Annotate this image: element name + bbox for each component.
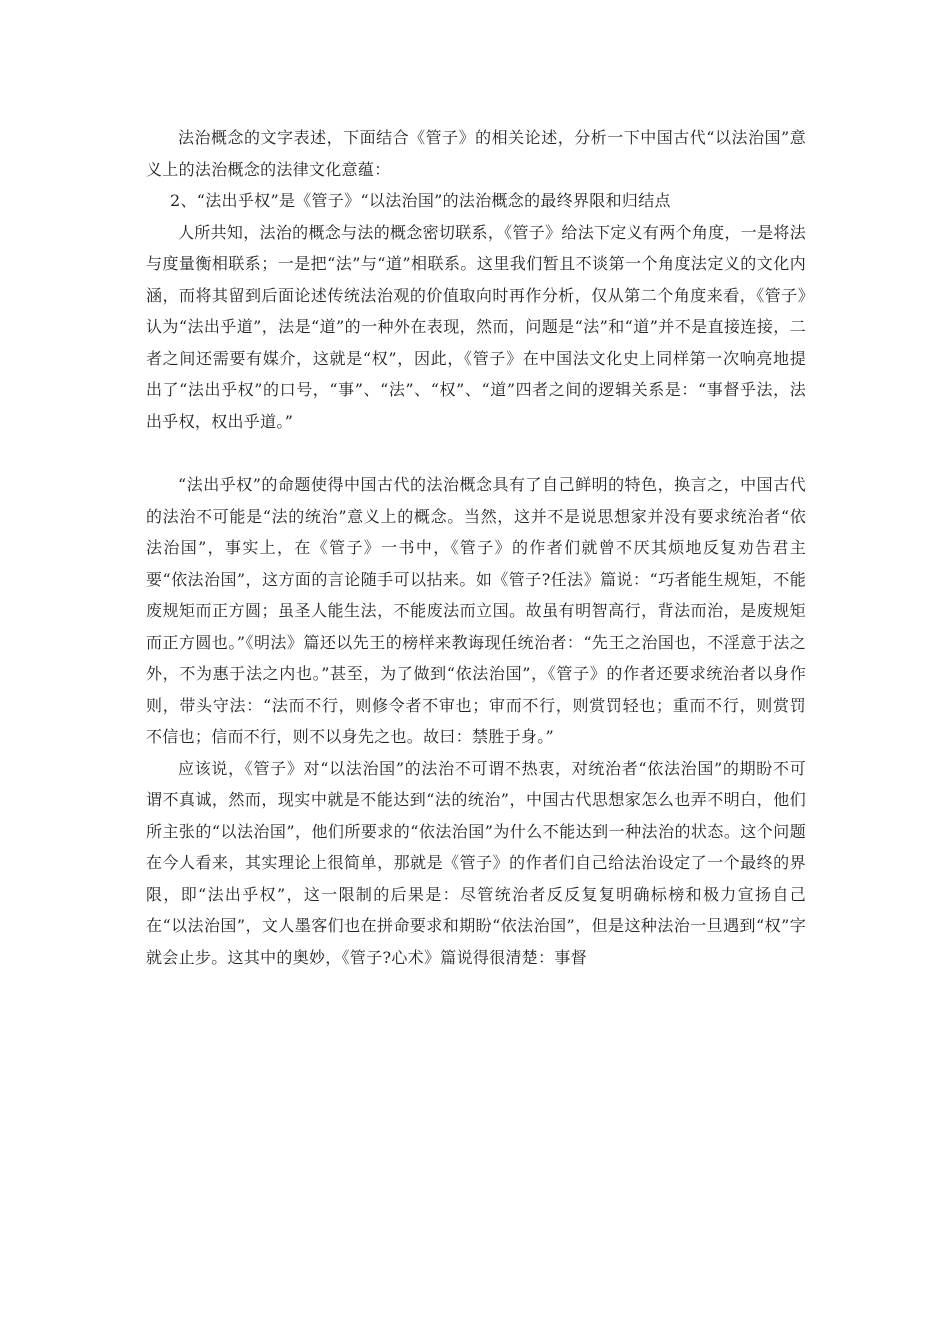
paragraph-law-definition: 人所共知，法治的概念与法的概念密切联系，《管子》给法下定义有两个角度，一是将法与度量衡相联系；一是把“法”与“道”相联系。这里我们暂且不谈第一个角度法定义的文化内涵，而将其留到后面论述传统法治观的价值取向时再作分析，仅从第二个角度来看，《管子》认为“法出乎道”，法是“道”的一种外在表现，然而，问题是“法”和“道”并不是直接连接，二者之间还需要有媒介，这就是“权”，因此，《管子》在中国法文化史上同样第一次响亮地提出了“法出乎权”的口号，“事”、“法”、“权”、“道”四者之间的逻辑关系是：“事督乎法，法出乎权，权出乎道。”: [146, 222, 806, 431]
paragraph-law-from-power: “法出乎权”的命题使得中国古代的法治概念具有了自己鲜明的特色，换言之，中国古代的法治不可能是“法的统治”意义上的概念。当然，这并不是说思想家并没有要求统治者“依法治国”，事实上，在《管子》一书中，《管子》的作者们就曾不厌其烦地反复劝告君主要“依法治国”，这方面的言论随手可以拈来。如《管子?任法》篇说：“巧者能生规矩，不能废规矩而正方圆；虽圣人能生法，不能废法而立国。故虽有明智高行，背法而治，是废规矩而正方圆也。”《明法》篇还以先王的榜样来教诲现任统治者：“先王之治国也，不淫意于法之外，不为惠于法之内也。”甚至，为了做到“依法治国”，《管子》的作者还要求统治者以身作则，带头守法：“法而不行，则修令者不审也；审而不行，则赏罚轻也；重而不行，则赏罚不信也；信而不行，则不以身先之也。故曰：禁胜于身。”: [146, 475, 806, 746]
paragraph-gap: [146, 437, 806, 469]
paragraph-intro: 法治概念的文字表述，下面结合《管子》的相关论述，分析一下中国古代“以法治国”意义上的法治概念的法律文化意蕴：: [146, 128, 806, 179]
document-page: [146, 122, 806, 973]
paragraph-limits: 应该说，《管子》对“以法治国”的法治不可谓不热衷，对统治者“依法治国”的期盼不可谓不真诚，然而，现实中就是不能达到“法的统治”，中国古代思想家怎么也弄不明白，他们所主张的“以法治国”，他们所要求的“依法治国”为什么不能达到一种法治的状态。这个问题在今人看来，其实理论上很简单，那就是《管子》的作者们自己给法治设定了一个最终的界限，即“法出乎权”，这一限制的后果是：尽管统治者反反复复明确标榜和极力宣扬自己在“以法治国”，文人墨客们也在拼命要求和期盼“依法治国”，但是这种法治一旦遇到“权”字就会止步。这其中的奥妙，《管子?心术》篇说得很清楚：事督: [146, 758, 806, 967]
section-heading: 2、“法出乎权”是《管子》“以法治国”的法治概念的最终界限和归结点: [170, 191, 671, 210]
